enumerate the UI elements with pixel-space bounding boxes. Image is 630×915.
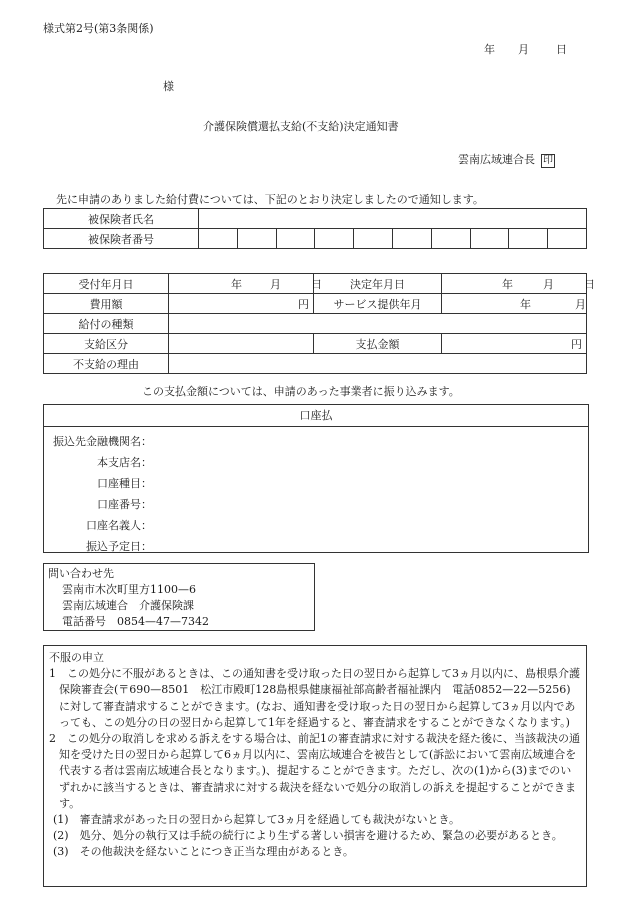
number-cell (431, 229, 470, 249)
addressee-suffix: 様 (163, 80, 174, 93)
bank-title: 口座払 (44, 405, 588, 427)
bank-field: 口座種目： (97, 476, 152, 490)
bank-account-box (43, 404, 589, 553)
cost-value: 円 (169, 294, 314, 314)
benefit-type-value (169, 314, 587, 334)
date-month: 月 (518, 43, 529, 56)
decided-date-label: 決定年月日 (314, 274, 442, 294)
payment-amount-value: 円 (442, 334, 587, 354)
number-cell (392, 229, 431, 249)
decided-date-value: 年 月 日 (442, 274, 587, 294)
appeal-title: 不服の申立 (49, 651, 104, 664)
seal-mark: 印 (543, 155, 553, 166)
inquiry-address: 雲南市木次町里方1100—6 (62, 583, 196, 596)
received-date-value: 年 月 日 (169, 274, 314, 294)
date-year: 年 (484, 43, 495, 56)
insured-name-value (199, 209, 587, 229)
number-cell (237, 229, 276, 249)
bank-field: 振込予定日： (86, 539, 152, 553)
payment-class-label: 支給区分 (44, 334, 169, 354)
issuer-name: 雲南広域連合長 (458, 153, 535, 166)
bank-fields (44, 427, 588, 556)
received-date-label: 受付年月日 (44, 274, 169, 294)
bank-field: 振込先金融機関名： (53, 434, 152, 448)
cost-label: 費用額 (44, 294, 169, 314)
inquiry-title: 問い合わせ先 (48, 567, 114, 580)
inquiry-phone: 電話番号 0854—47—7342 (62, 615, 209, 628)
non-payment-reason-label: 不支給の理由 (44, 354, 169, 374)
number-cell (315, 229, 354, 249)
date-day: 日 (556, 43, 567, 56)
inquiry-org: 雲南広域連合 介護保険課 (62, 599, 194, 612)
insured-table (43, 208, 587, 249)
service-month-label: サービス提供年月 (314, 294, 442, 314)
details-table (43, 273, 595, 374)
appeal-paragraph-1: 1 この処分に不服があるときは、この通知書を受け取った日の翌日から起算して3ヵ月以内に、島根県介護保険審査会(〒690—8501 松江市殿町128島根県健康福祉部高齢者福祉課内 電話0852—22—5256)に対して審査請求することができます。(なお、通知書を受け取った日の翌日から起算して3ヵ月以内であっても、この処分の日の翌日から起算して1年を経過すると、審査請求をすることができなくなります。) (49, 667, 580, 729)
transfer-note: この支払金額については、申請のあった事業者に振り込みます。 (142, 385, 460, 398)
payment-amount-label: 支払金額 (314, 334, 442, 354)
bank-field: 本支店名： (97, 455, 152, 469)
document-title: 介護保険償還払支給(不支給)決定通知書 (203, 120, 399, 133)
appeal-item-1: (1) 審査請求があった日の翌日から起算して3ヵ月を経過しても裁決がないとき。 (53, 813, 461, 827)
appeal-item-2: (2) 処分、処分の執行又は手続の続行により生ずる著しい損害を避けるため、緊急の必要があるとき。 (53, 829, 563, 843)
benefit-type-label: 給付の種類 (44, 314, 169, 334)
payment-class-value (169, 334, 314, 354)
non-payment-reason-value (169, 354, 587, 374)
number-cell (199, 229, 238, 249)
service-month-value: 年 月 (442, 294, 587, 314)
number-cell (470, 229, 509, 249)
appeal-item-3: (3) その他裁決を経ないことにつき正当な理由があるとき。 (53, 845, 354, 859)
bank-field: 口座名義人： (86, 518, 152, 532)
issuer (458, 151, 555, 168)
form-number: 様式第2号(第3条関係) (43, 22, 154, 35)
insured-number-label: 被保険者番号 (44, 229, 199, 249)
number-cell (354, 229, 393, 249)
insured-name-label: 被保険者氏名 (44, 209, 199, 229)
inquiry-box (43, 563, 315, 631)
bank-field: 口座番号： (97, 497, 152, 511)
intro-text: 先に申請のありました給付費については、下記のとおり決定しましたので通知します。 (56, 193, 484, 206)
number-cell (276, 229, 315, 249)
appeal-box (43, 645, 587, 887)
appeal-paragraph-2: 2 この処分の取消しを求める訴えをする場合は、前記1の審査請求に対する裁決を経た後に、当該裁決の通知を受けた日の翌日から起算して6ヵ月以内に、雲南広域連合を被告として(訴訟において雲南広域連合を代表する者は雲南広域連合長となります。)、提起することができます。ただし、次の(1)から(3)までのいずれかに該当するときは、審査請求に対する裁決を経ないで処分の取消しの訴えを提起することができます。 (49, 732, 580, 810)
number-cell (509, 229, 548, 249)
number-cell (548, 229, 587, 249)
